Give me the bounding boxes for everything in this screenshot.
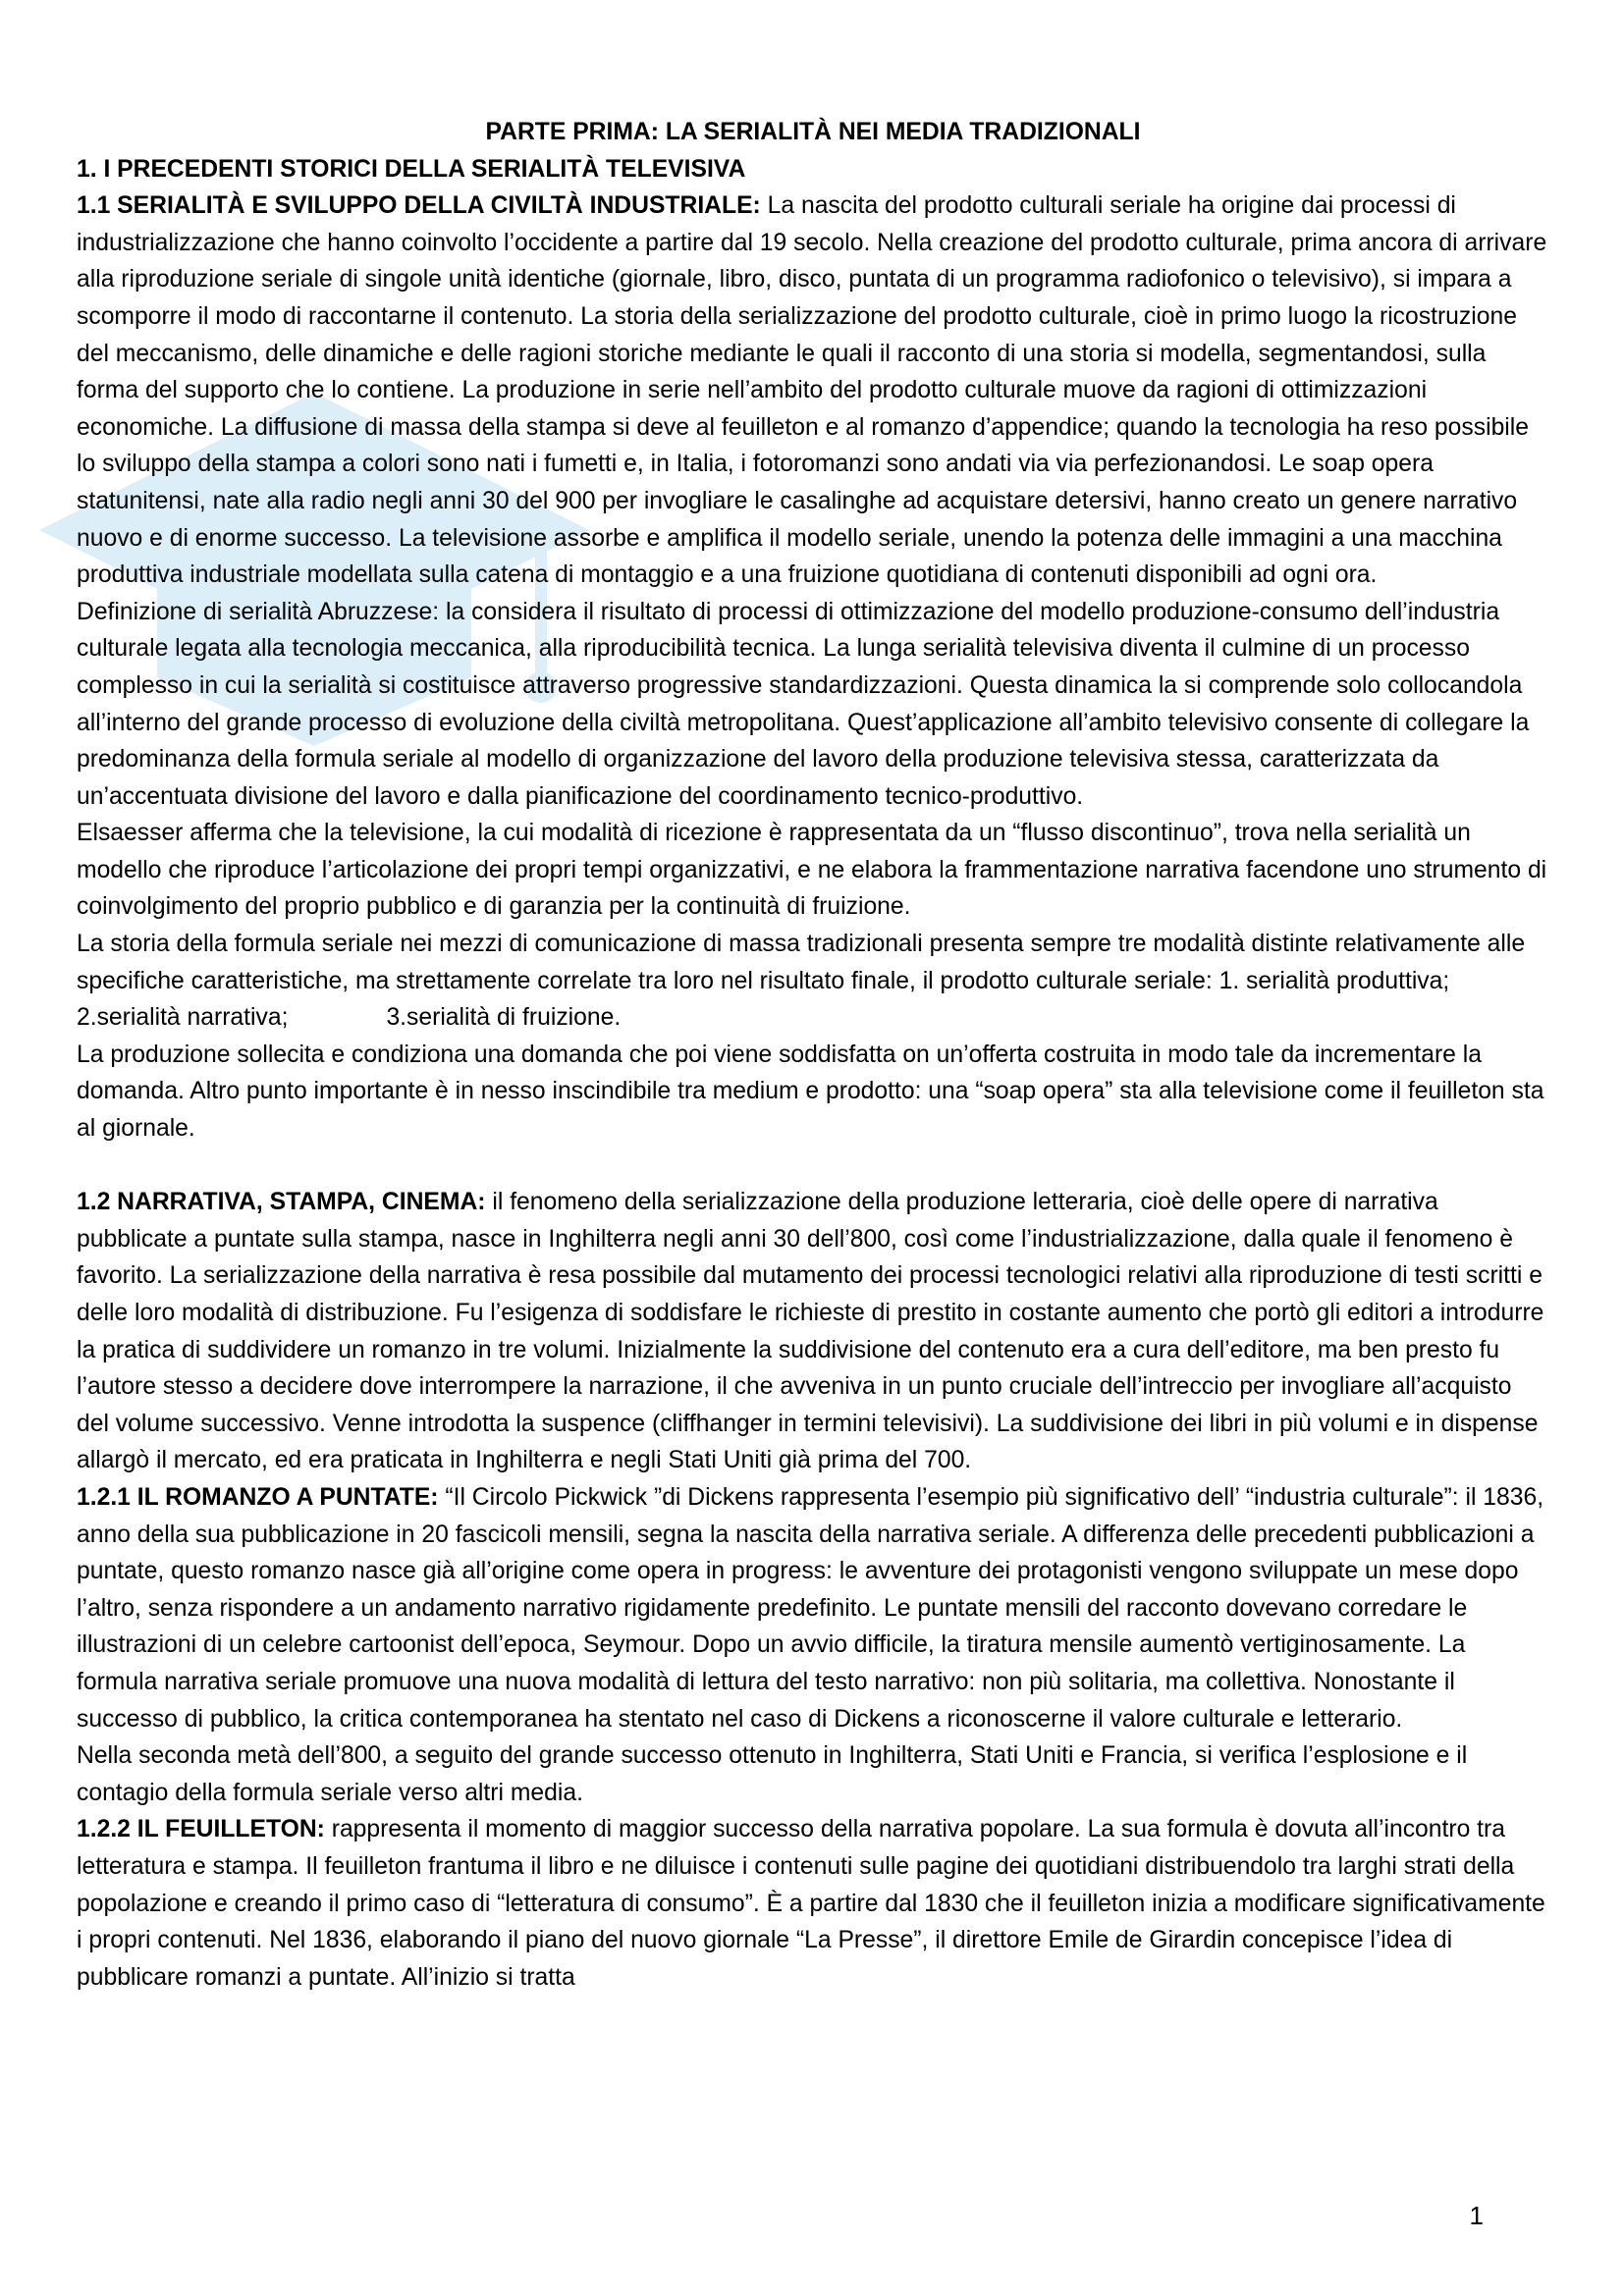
section-1-2-2-heading: 1.2.2 IL FEUILLETON:: [77, 1816, 325, 1843]
paragraph-produzione: La produzione sollecita e condiziona una domanda che poi viene soddisfatta on un’offerta costruita in modo tale da incrementare la domanda. Altro punto importante è in nesso inscindibile tra medium e prodotto: una “soap opera” sta alla televisione come il feuilleton sta al giornale.: [77, 1041, 1544, 1143]
section-1-2-1-paragraph: [77, 1479, 1549, 1737]
page-title: PARTE PRIMA: LA SERIALITÀ NEI MEDIA TRADIZIONALI: [485, 119, 1141, 145]
list-item-3: 3.serialità di fruizione.: [386, 1004, 622, 1032]
paragraph-elsaesser: Elsaesser afferma che la televisione, la cui modalità di ricezione è rappresentata da un “flusso discontinuo”, trova nella serialità un modello che riproduce l’articolazione dei propri tempi organizzativi, e ne elabora la frammentazione narrativa facendone uno strumento di coinvolgimento del proprio pubblico e di garanzia per la continuità di fruizione.: [77, 820, 1547, 921]
section-1-1-text: La nascita del prodotto culturali seriale ha origine dai processi di industrializzazione che hanno coinvolto l’occidente a partire dal 19 secolo. Nella creazione del prodotto culturale, prima ancora di arrivare alla riproduzione seriale di singole unità identiche (giornale, libro, disco, puntata di un programma radiofonico o televisivo), si impara a scomporre il modo di raccontarne il contenuto. La storia della serializzazione del prodotto culturale, cioè in primo luogo la ricostruzione del meccanismo, delle dinamiche e delle ragioni storiche mediante le quali il racconto di una storia si modella, segmentandosi, sulla forma del supporto che lo contiene. La produzione in serie nell’ambito del prodotto culturale muove da ragioni di ottimizzazioni economiche. La diffusione di massa della stampa si deve al feuilleton e al romanzo d’appendice; quando la tecnologia ha reso possibile lo sviluppo della stampa a colori sono nati i fumetti e, in Italia, i fotoromanzi sono andati via via perfezionandosi. Le soap opera statunitensi, nate alla radio negli anni 30 del 900 per invogliare le casalinghe ad acquistare detersivi, hanno creato un genere narrativo nuovo e di enorme successo. La televisione assorbe e amplifica il modello seriale, unendo la potenza delle immagini a una macchina produttiva industriale modellata sulla catena di montaggio e a una fruizione quotidiana di contenuti disponibili ad ogni ora.: [77, 192, 1547, 589]
paragraph-abruzzese: Definizione di serialità Abruzzese: la considera il risultato di processi di ottimizzazione del modello produzione-consumo dell’industria culturale legata alla tecnologia meccanica, alla riproducibilità tecnica. La lunga serialità televisiva diventa il culmine di un processo complesso in cui la serialità si costituisce attraverso progressive standardizzazioni. Questa dinamica la si comprende solo collocandola all’interno del grande processo di evoluzione della civiltà metropolitana. Quest’applicazione all’ambito televisivo consente di collegare la predominanza della formula seriale al modello di organizzazione del lavoro della produzione televisiva stessa, caratterizzata da un’accentuata divisione del lavoro e dalla pianificazione del coordinamento tecnico-produttivo.: [77, 598, 1530, 810]
blank-line: [77, 1148, 1549, 1185]
section-1-2-1-heading: 1.2.1 IL ROMANZO A PUNTATE:: [77, 1483, 439, 1511]
page-number: 1: [1469, 2201, 1484, 2230]
paragraph-storia-text: La storia della formula seriale nei mezzi di comunicazione di massa tradizionali presenta sempre tre modalità distinte relativamente alle specifiche caratteristiche, ma strettamente correlate tra loro nel risultato finale, il prodotto culturale seriale: 1. serialità produttiva;: [77, 931, 1526, 994]
paragraph-storia: [77, 926, 1549, 1037]
section-1-1-paragraph: [77, 187, 1549, 594]
section-1-1-heading: 1.1 SERIALITÀ E SVILUPPO DELLA CIVILTÀ INDUSTRIALE:: [77, 192, 761, 220]
section-1-2-2-text: rappresenta il momento di maggior successo della narrativa popolare. La sua formula è dovuta all’incontro tra letteratura e stampa. Il feuilleton frantuma il libro e ne diluisce i contenuti sulle pagine dei quotidiani distribuendolo tra larghi strati della popolazione e creando il primo caso di “letteratura di consumo”. È a partire dal 1830 che il feuilleton inizia a modificare significativamente i propri contenuti. Nel 1836, elaborando il piano del nuovo giornale “La Presse”, il direttore Emile de Girardin concepisce l’idea di pubblicare romanzi a puntate. All’inizio si tratta: [77, 1816, 1545, 1991]
section-1-2-1-paragraph-2: Nella seconda metà dell’800, a seguito del grande successo ottenuto in Inghilterra, Stati Uniti e Francia, si verifica l’esplosione e il contagio della formula seriale verso altri media.: [77, 1742, 1468, 1806]
section-1-2-text: il fenomeno della serializzazione della produzione letteraria, cioè delle opere di narrativa pubblicate a puntate sulla stampa, nasce in Inghilterra negli anni 30 dell’800, così come l’industrializzazione, dalla quale il fenomeno è favorito. La serializzazione della narrativa è resa possibile dal mutamento dei processi tecnologici relativi alla riproduzione di testi scritti e delle loro modalità di distribuzione. Fu l’esigenza di soddisfare le richieste di prestito in costante aumento che portò gli editori a introdurre la pratica di suddividere un romanzo in tre volumi. Inizialmente la suddivisione del contenuto era a cura dell’editore, ma ben presto fu l’autore stesso a decidere dove interrompere la narrazione, il che avveniva in un punto cruciale dell’intreccio per invogliare all’acquisto del volume successivo. Venne introdotta la suspence (cliffhanger in termini televisivi). La suddivisione dei libri in più volumi e in dispense allargò il mercato, ed era praticata in Inghilterra e negli Stati Uniti già prima del 700.: [77, 1189, 1544, 1474]
list-item-2: 2.serialità narrativa;: [77, 1004, 289, 1032]
section-1-2-1-text: “Il Circolo Pickwick ”di Dickens rappresenta l’esempio più significativo dell’ “industria culturale”: il 1836, anno della sua pubblicazione in 20 fascicoli mensili, segna la nascita della narrativa seriale. A differenza delle precedenti pubblicazioni a puntate, questo romanzo nasce già all’origine come opera in progress: le avventure dei protagonisti vengono sviluppate un mese dopo l’altro, senza rispondere a un andamento narrativo rigidamente predefinito. Le puntate mensili del racconto dovevano corredare le illustrazioni di un celebre cartoonist dell’epoca, Seymour. Dopo un avvio difficile, la tiratura mensile aumentò vertiginosamente. La formula narrativa seriale promuove una nuova modalità di lettura del testo narrativo: non più solitaria, ma collettiva. Nonostante il successo di pubblico, la critica contemporanea ha stentato nel caso di Dickens a riconoscerne il valore culturale e letterario.: [77, 1483, 1544, 1733]
document-page: [77, 114, 1549, 1996]
section-1-2-heading: 1.2 NARRATIVA, STAMPA, CINEMA:: [77, 1189, 486, 1216]
section-1-2-2-paragraph: [77, 1811, 1549, 1996]
chapter-heading: 1. I PRECEDENTI STORICI DELLA SERIALITÀ TELEVISIVA: [77, 155, 746, 183]
section-1-2-paragraph: [77, 1184, 1549, 1479]
